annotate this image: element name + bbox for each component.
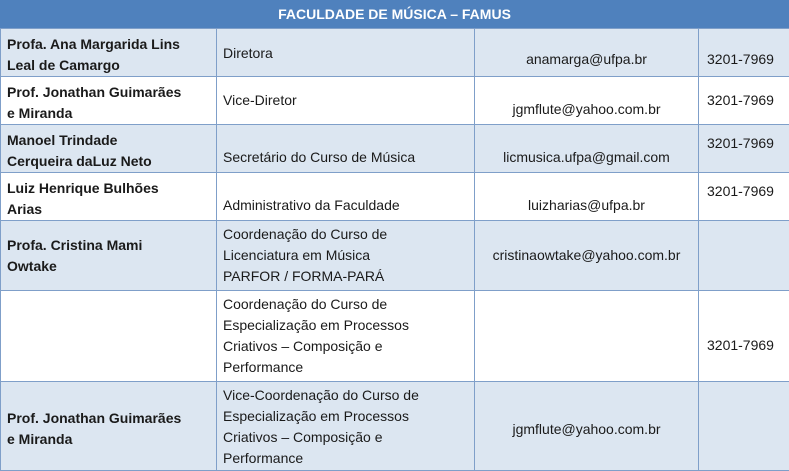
table-row [1,382,789,471]
name-line: Prof. Jonathan Guimarães [7,408,210,429]
role-cell [217,221,475,291]
phone-text: 3201-7969 [707,51,774,67]
role-line: Performance [223,357,468,378]
role-line: Licenciatura em Música [223,245,468,266]
phone-cell [699,382,789,471]
name-cell [1,221,217,291]
role-line: Administrativo da Faculdade [223,195,468,216]
name-line: e Miranda [7,429,210,450]
email-text: anamarga@ufpa.br [526,51,647,67]
email-cell [475,125,699,173]
table-row [1,77,789,125]
table-row [1,291,789,382]
name-line: Cerqueira daLuz Neto [7,151,210,172]
name-line: Profa. Ana Margarida Lins [7,34,210,55]
role-cell [217,382,475,471]
role-line: Coordenação do Curso de [223,224,468,245]
role-cell [217,125,475,173]
name-cell [1,291,217,382]
table-row [1,173,789,221]
phone-text: 3201-7969 [707,135,774,151]
role-line: Vice-Coordenação do Curso de [223,385,468,406]
table-row [1,29,789,77]
phone-cell [699,221,789,291]
name-line: Manoel Trindade [7,130,210,151]
role-line: Especialização em Processos [223,406,468,427]
phone-cell [699,291,789,382]
role-line: Vice-Diretor [223,90,468,111]
email-cell [475,77,699,125]
role-cell [217,77,475,125]
phone-cell [699,173,789,221]
phone-cell [699,29,789,77]
name-cell [1,77,217,125]
table-title [0,0,789,29]
role-line: Diretora [223,43,468,64]
phone-cell [699,125,789,173]
name-line: Arias [7,199,210,220]
role-line: Especialização em Processos [223,315,468,336]
name-cell [1,29,217,77]
email-cell [475,173,699,221]
table-row [1,221,789,291]
table-row [1,125,789,173]
role-line: Criativos – Composição e [223,336,468,357]
phone-text: 3201-7969 [707,337,774,353]
name-line: Profa. Cristina Mami [7,235,210,256]
phone-text: 3201-7969 [707,183,774,199]
role-line: Criativos – Composição e [223,427,468,448]
email-cell [475,291,699,382]
email-text: cristinaowtake@yahoo.com.br [493,247,681,263]
email-text: jgmflute@yahoo.com.br [512,421,660,437]
name-line: Owtake [7,256,210,277]
phone-text: 3201-7969 [707,92,774,108]
name-line: Luiz Henrique Bulhões [7,178,210,199]
role-line: Coordenação do Curso de [223,294,468,315]
role-cell [217,291,475,382]
role-line: Secretário do Curso de Música [223,147,468,168]
email-cell [475,382,699,471]
role-cell [217,29,475,77]
email-cell [475,29,699,77]
role-cell [217,173,475,221]
name-cell [1,173,217,221]
name-line: Prof. Jonathan Guimarães [7,82,210,103]
email-text: jgmflute@yahoo.com.br [512,101,660,117]
email-text: luizharias@ufpa.br [528,197,645,213]
staff-table [0,28,789,471]
table-title-text: FACULDADE DE MÚSICA – FAMUS [278,6,511,22]
name-cell [1,125,217,173]
role-line: Performance [223,448,468,469]
name-line: e Miranda [7,103,210,124]
email-text: licmusica.ufpa@gmail.com [503,149,670,165]
email-cell [475,221,699,291]
name-cell [1,382,217,471]
role-line: PARFOR / FORMA-PARÁ [223,266,468,287]
name-line: Leal de Camargo [7,55,210,76]
phone-cell [699,77,789,125]
